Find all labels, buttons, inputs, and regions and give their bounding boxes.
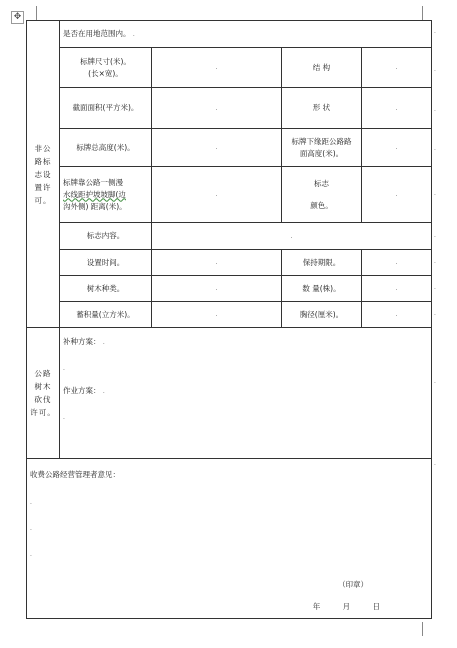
end-of-row-mark: . [434,190,436,197]
crop-mark [36,6,37,20]
end-of-row-mark: . [434,145,436,152]
set-time-value[interactable]: . [152,250,282,276]
table-move-handle-icon[interactable]: ✥ [11,11,24,24]
total-height-value[interactable]: . [152,129,282,167]
size-label: 标牌尺寸(米)。 (长×宽)。 [60,48,152,88]
total-height-label: 标牌总高度(米)。 [60,129,152,167]
size-value[interactable]: . [152,48,282,88]
end-of-row-mark: . [434,258,436,265]
diameter-label: 胸径(厘米)。 [282,302,362,328]
keep-period-value[interactable]: . [362,250,432,276]
diameter-value[interactable]: . [362,302,432,328]
keep-period-label: 保持期限。 [282,250,362,276]
opinion-label: 收费公路经营管理者意见： [30,470,120,479]
end-of-row-mark: . [434,310,436,317]
work-plan-label: 作业方案： . [63,386,105,395]
replant-label: 补种方案： . [63,337,105,346]
structure-value[interactable]: . [362,48,432,88]
end-of-row-mark: . [434,28,436,35]
lower-edge-value[interactable]: . [362,129,432,167]
tree-type-value[interactable]: . [152,276,282,302]
crop-mark [422,622,423,636]
opinion-cell[interactable]: 收费公路经营管理者意见： . . . （印章） 年 月 日 [27,459,432,619]
lower-edge-label: 标牌下缘距公路路 面高度(米)。 [282,129,362,167]
shape-value[interactable]: . [362,88,432,129]
content-value[interactable]: . [152,223,432,250]
quantity-label: 数 量(株)。 [282,276,362,302]
end-of-row-mark: . [434,106,436,113]
volume-label: 蓄积量(立方米)。 [60,302,152,328]
end-of-row-mark: . [434,284,436,291]
in-range-cell[interactable]: 是否在用地范围内。 . [60,21,432,48]
set-time-label: 设置时间。 [60,250,152,276]
application-form-table [26,20,432,619]
tree-type-label: 树木种类。 [60,276,152,302]
date-label: 年 月 日 [312,602,381,611]
sign-color-label: 标志 颜色。 [282,167,362,223]
tree-section-label: 公路 树木 砍伐 许可。 [27,328,60,459]
plan-cell[interactable]: 补种方案： . . 作业方案： . . [60,328,432,459]
distance-value[interactable]: . [152,167,282,223]
crop-mark [422,6,423,20]
end-of-row-mark: . [434,378,436,385]
structure-label: 结 构 [282,48,362,88]
content-label: 标志内容。 [60,223,152,250]
end-of-row-mark: . [434,460,436,467]
end-of-row-mark: . [434,232,436,239]
distance-label: 标牌靠公路一侧漫 水线距护坡坡脚(边 沟外侧) 距离(米)。 [60,167,152,223]
section-area-value[interactable]: . [152,88,282,129]
sign-section-label: 非公 路标 志设 置许 可。 [27,21,60,328]
section-area-label: 截面面积(平方米)。 [60,88,152,129]
volume-value[interactable]: . [152,302,282,328]
sign-color-value[interactable]: . [362,167,432,223]
shape-label: 形 状 [282,88,362,129]
quantity-value[interactable]: . [362,276,432,302]
end-of-row-mark: . [434,66,436,73]
seal-label: （印章） [338,580,369,589]
